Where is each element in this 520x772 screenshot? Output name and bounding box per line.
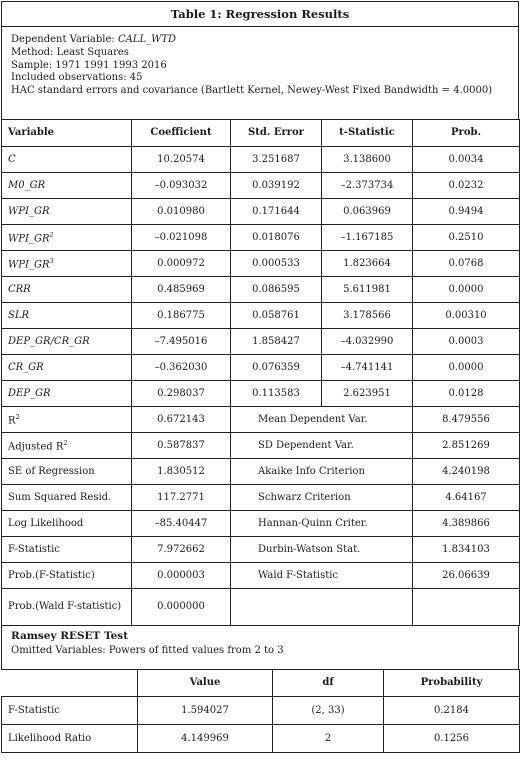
statistic-row: [2, 485, 520, 511]
prob-cell: 0.0034: [413, 147, 520, 173]
statistic-value2-cell: 4.240198: [413, 459, 520, 485]
column-header-coefficient: Coefficient: [132, 120, 231, 147]
column-header-std-error: Std. Error: [231, 120, 322, 147]
variable-name-cell: [2, 277, 132, 303]
statistic-label: R: [8, 415, 16, 427]
ramsey-df-cell: 2: [273, 725, 384, 753]
coefficient-cell: 0.186775: [132, 303, 231, 329]
statistic-value-cell: 0.587837: [132, 433, 231, 459]
ramsey-df-cell: (2, 33): [273, 697, 384, 725]
statistic-value2-cell: 2.851269: [413, 433, 520, 459]
statistic-value-cell: 0.000000: [132, 589, 231, 626]
statistic-label2-cell: Akaike Info Criterion: [231, 459, 413, 485]
statistic-value2-cell: 8.479556: [413, 407, 520, 433]
coefficient-row: [2, 329, 520, 355]
ramsey-section: [1, 626, 519, 670]
statistic-label: Log Likelihood: [8, 517, 84, 529]
variable-name-cell: [2, 173, 132, 199]
statistic-label-cell: [2, 407, 132, 433]
t-statistic-cell: 3.138600: [322, 147, 413, 173]
statistic-row: [2, 511, 520, 537]
coefficient-row: [2, 303, 520, 329]
statistic-value-cell: 0.000003: [132, 563, 231, 589]
statistic-label-cell: [2, 485, 132, 511]
coefficient-row: [2, 381, 520, 407]
coefficient-cell: 0.010980: [132, 199, 231, 225]
coefficient-row: [2, 251, 520, 277]
statistic-value-cell: –85.40447: [132, 511, 231, 537]
statistic-label-cell: [2, 459, 132, 485]
statistic-value-cell: 0.672143: [132, 407, 231, 433]
t-statistic-cell: 5.611981: [322, 277, 413, 303]
variable-name: WPI_GR: [8, 233, 50, 245]
statistic-row: [2, 407, 520, 433]
coefficient-rows: [2, 147, 520, 407]
dependent-variable-line: Dependent Variable: CALL_WTD: [11, 34, 177, 45]
coefficient-cell: 10.20574: [132, 147, 231, 173]
coefficient-row: [2, 225, 520, 251]
statistic-label: Adjusted R: [8, 441, 64, 453]
statistic-value-cell: 7.972662: [132, 537, 231, 563]
statistic-exponent: 2: [15, 413, 20, 422]
variable-name: DEP_GR: [8, 387, 51, 399]
std-error-cell: 0.000533: [231, 251, 322, 277]
statistic-label-cell: [2, 537, 132, 563]
coefficient-cell: –0.362030: [132, 355, 231, 381]
statistic-label: F-Statistic: [8, 543, 60, 555]
t-statistic-cell: 1.823664: [322, 251, 413, 277]
ramsey-header-blank: [2, 670, 138, 697]
std-error-cell: 3.251687: [231, 147, 322, 173]
prob-cell: 0.0000: [413, 277, 520, 303]
variable-name-cell: [2, 225, 132, 251]
coefficient-row: [2, 277, 520, 303]
std-error-cell: 0.018076: [231, 225, 322, 251]
variable-name: WPI_GR: [8, 205, 50, 217]
std-error-cell: 0.113583: [231, 381, 322, 407]
statistics-rows: [2, 407, 520, 626]
statistic-row: [2, 459, 520, 485]
variable-name-cell: [2, 329, 132, 355]
column-header-variable: Variable: [2, 120, 132, 147]
statistic-label2-cell: Durbin-Watson Stat.: [231, 537, 413, 563]
statistic-row: [2, 563, 520, 589]
variable-name: C: [8, 153, 16, 165]
statistic-label-cell: [2, 433, 132, 459]
statistic-label2-cell: Wald F-Statistic: [231, 563, 413, 589]
statistic-label: Sum Squared Resid.: [8, 491, 112, 503]
statistic-value2-cell: 4.64167: [413, 485, 520, 511]
statistic-label-cell: [2, 563, 132, 589]
coefficient-row: [2, 173, 520, 199]
variable-name-cell: [2, 303, 132, 329]
ramsey-label-cell: F-Statistic: [2, 697, 138, 725]
t-statistic-cell: 0.063969: [322, 199, 413, 225]
prob-cell: 0.00310: [413, 303, 520, 329]
statistic-exponent: 2: [63, 439, 68, 448]
prob-cell: 0.9494: [413, 199, 520, 225]
coefficient-row: [2, 199, 520, 225]
method-line: Method: Least Squares: [11, 46, 129, 58]
t-statistic-cell: –2.373734: [322, 173, 413, 199]
statistic-row: [2, 537, 520, 563]
variable-name: SLR: [8, 309, 30, 321]
prob-cell: 0.0000: [413, 355, 520, 381]
hac-line: HAC standard errors and covariance (Bartlett Kernel, Newey-West Fixed Bandwidth = 4.0000): [11, 85, 493, 97]
variable-name: DEP_GR/CR_GR: [8, 335, 90, 347]
variable-exponent: 3: [49, 257, 54, 266]
coefficient-cell: –7.495016: [132, 329, 231, 355]
prob-cell: 0.0768: [413, 251, 520, 277]
t-statistic-cell: 2.623951: [322, 381, 413, 407]
std-error-cell: 0.058761: [231, 303, 322, 329]
statistic-label: SE of Regression: [8, 465, 95, 477]
t-statistic-cell: –1.167185: [322, 225, 413, 251]
std-error-cell: 0.039192: [231, 173, 322, 199]
ramsey-prob-cell: 0.1256: [384, 725, 520, 753]
prob-cell: 0.2510: [413, 225, 520, 251]
coefficient-row: [2, 355, 520, 381]
ramsey-omitted: Omitted Variables: Powers of fitted values from 2 to 3: [11, 644, 284, 656]
statistic-value2-cell: [413, 589, 520, 626]
regression-table-page: [1, 1, 519, 768]
statistic-value-cell: 117.2771: [132, 485, 231, 511]
prob-cell: 0.0003: [413, 329, 520, 355]
ramsey-header-df: df: [273, 670, 384, 697]
variable-name-cell: [2, 199, 132, 225]
variable-name: CRR: [8, 283, 31, 295]
column-header-t-statistic: t-Statistic: [322, 120, 413, 147]
statistic-label2-cell: SD Dependent Var.: [231, 433, 413, 459]
variable-exponent: 2: [49, 231, 54, 240]
statistic-value2-cell: 1.834103: [413, 537, 520, 563]
t-statistic-cell: –4.741141: [322, 355, 413, 381]
ramsey-table: [1, 669, 520, 753]
statistic-row: [2, 589, 520, 626]
coefficient-cell: 0.298037: [132, 381, 231, 407]
t-statistic-cell: –4.032990: [322, 329, 413, 355]
ramsey-label-cell: Likelihood Ratio: [2, 725, 138, 753]
ramsey-header-row: [2, 670, 520, 697]
std-error-cell: 0.076359: [231, 355, 322, 381]
coefficient-row: [2, 147, 520, 173]
statistic-row: [2, 433, 520, 459]
coefficient-cell: –0.021098: [132, 225, 231, 251]
std-error-cell: 0.171644: [231, 199, 322, 225]
statistic-label2-cell: Schwarz Criterion: [231, 485, 413, 511]
variable-name-cell: [2, 147, 132, 173]
ramsey-row: [2, 697, 520, 725]
ramsey-header-probability: Probability: [384, 670, 520, 697]
coefficient-header-row: [2, 120, 520, 147]
coefficient-cell: 0.000972: [132, 251, 231, 277]
coefficient-cell: 0.485969: [132, 277, 231, 303]
statistic-label-cell: [2, 589, 132, 626]
ramsey-heading: Ramsey RESET Test: [11, 630, 129, 642]
variable-name-cell: [2, 381, 132, 407]
model-info: [1, 27, 519, 120]
t-statistic-cell: 3.178566: [322, 303, 413, 329]
prob-cell: 0.0128: [413, 381, 520, 407]
std-error-cell: 1.858427: [231, 329, 322, 355]
statistic-value2-cell: 4.389866: [413, 511, 520, 537]
ramsey-row: [2, 725, 520, 753]
variable-name: CR_GR: [8, 361, 44, 373]
coefficient-table: [1, 119, 520, 626]
prob-cell: 0.0232: [413, 173, 520, 199]
statistic-label-cell: [2, 511, 132, 537]
column-header-prob: Prob.: [413, 120, 520, 147]
std-error-cell: 0.086595: [231, 277, 322, 303]
ramsey-prob-cell: 0.2184: [384, 697, 520, 725]
statistic-label2-cell: Hannan-Quinn Criter.: [231, 511, 413, 537]
variable-name: M0_GR: [8, 179, 46, 191]
dependent-variable-name: CALL_WTD: [117, 34, 177, 45]
ramsey-value-cell: 4.149969: [138, 725, 273, 753]
ramsey-value-cell: 1.594027: [138, 697, 273, 725]
statistic-label2-cell: Mean Dependent Var.: [231, 407, 413, 433]
statistic-value-cell: 1.830512: [132, 459, 231, 485]
sample-line: Sample: 1971 1991 1993 2016: [11, 59, 167, 71]
statistic-value2-cell: 26.06639: [413, 563, 520, 589]
table-title: Table 1: Regression Results: [1, 1, 519, 27]
ramsey-rows: [2, 697, 520, 753]
statistic-label: Prob.(F-Statistic): [8, 569, 95, 581]
variable-name-cell: [2, 355, 132, 381]
observations-line: Included observations: 45: [11, 72, 143, 84]
variable-name: WPI_GR: [8, 259, 50, 271]
variable-name-cell: [2, 251, 132, 277]
coefficient-cell: –0.093032: [132, 173, 231, 199]
ramsey-header-value: Value: [138, 670, 273, 697]
statistic-label2-cell: [231, 589, 413, 626]
statistic-label: Prob.(Wald F-statistic): [8, 601, 122, 612]
